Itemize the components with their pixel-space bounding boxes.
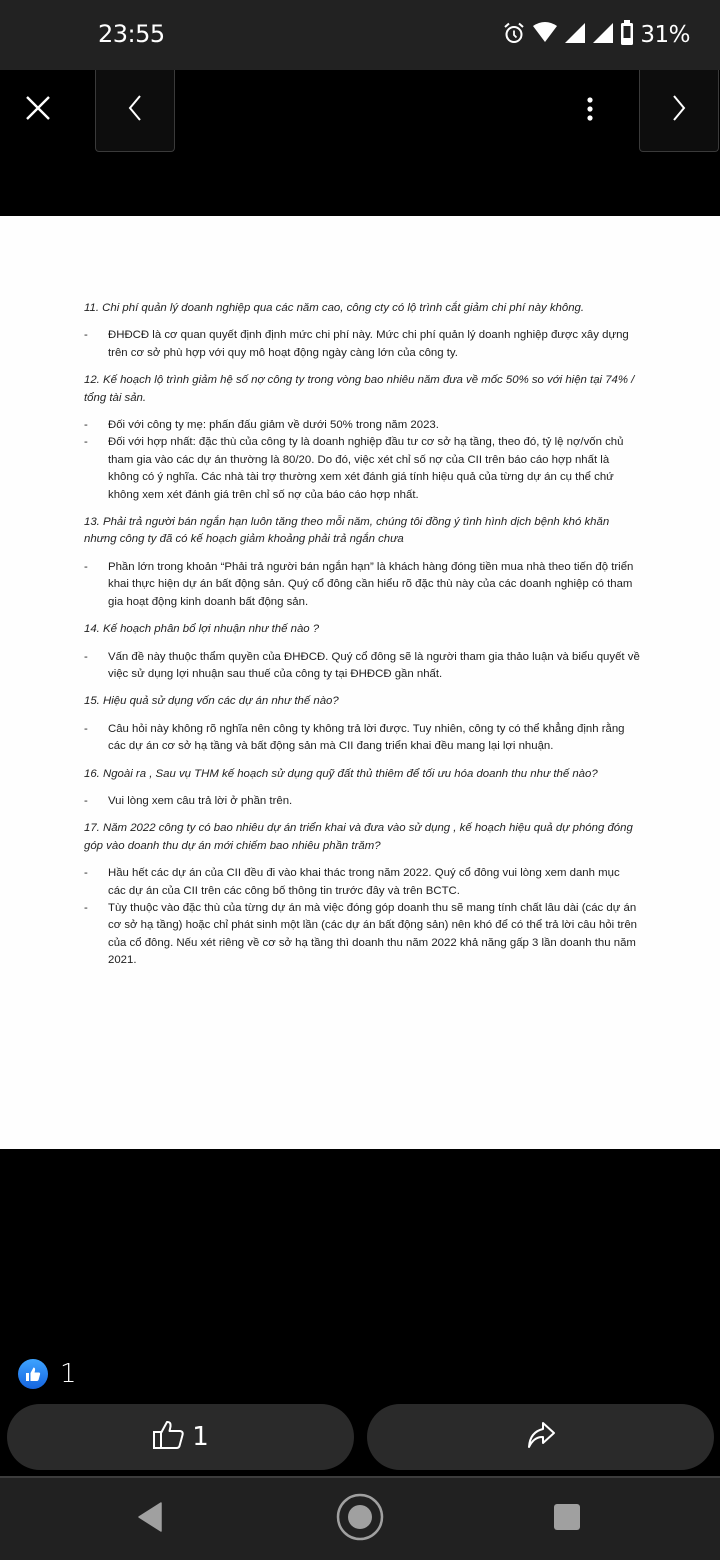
answer-text: Vui lòng xem câu trả lời ở phần trên. bbox=[108, 794, 293, 807]
answer-text: Câu hỏi này không rõ nghĩa nên công ty không trả lời được. Tuy nhiên, công ty có thể khẳng định rằng các dự án cơ sở hạ tầng và bất động sản mà CII đang triển khai đều mang lại lợi nhuận. bbox=[108, 722, 625, 753]
answer-text: Đối với hợp nhất: đặc thù của công ty là doanh nghiệp đầu tư cơ sở hạ tầng, theo đó, tỷ lệ nợ/vốn chủ tham gia vào các dự án thường là 80/20. Do đó, việc xét chỉ số nợ của CII trên báo cáo hợp nhất là không có ý nghĩa. Các nhà tài trợ thường xem xét đánh giá tính hiệu quả của từng dự án cụ thể chứ không xem xét đánh giá trên chỉ số nợ của báo cáo hợp nhất. bbox=[108, 436, 624, 501]
answer-list bbox=[84, 559, 640, 611]
signal-icon bbox=[592, 21, 614, 50]
bullet-dash: - bbox=[84, 867, 88, 880]
answer-list bbox=[84, 327, 640, 362]
battery-icon bbox=[620, 20, 634, 51]
more-options-button[interactable] bbox=[570, 88, 610, 134]
answer-list bbox=[84, 649, 640, 684]
home-circle-icon bbox=[335, 1492, 385, 1547]
recents-square-icon bbox=[553, 1503, 581, 1536]
like-count: 1 bbox=[192, 1422, 209, 1452]
document-image[interactable] bbox=[0, 216, 720, 1149]
share-icon bbox=[525, 1419, 557, 1456]
chevron-left-icon bbox=[127, 94, 143, 127]
answer-item bbox=[84, 649, 640, 684]
bullet-dash: - bbox=[84, 436, 88, 449]
document-question: 12. Kế hoạch lộ trình giảm hệ số nợ công ty trong vòng bao nhiêu năm đưa về mốc 50% so với hiện tại 74% / tổng tài sản. bbox=[84, 374, 635, 404]
document-question: 17. Năm 2022 công ty có bao nhiêu dự án triển khai và đưa vào sử dụng , kế hoạch hiệu quả dự phóng đóng góp vào doanh thu dự án mới chiếm bao nhiêu phần trăm? bbox=[84, 822, 633, 852]
signal-icon bbox=[564, 21, 586, 50]
bullet-dash: - bbox=[84, 560, 88, 573]
answer-text: Vấn đề này thuộc thẩm quyền của ĐHĐCĐ. Quý cổ đông sẽ là người tham gia thảo luận và biểu quyết về việc sử dụng lợi nhuận sau thuế của công ty tại ĐHĐCĐ gần nhất. bbox=[108, 650, 640, 680]
system-nav-bar bbox=[0, 1478, 720, 1560]
answer-list bbox=[84, 793, 640, 810]
bullet-dash: - bbox=[84, 329, 88, 342]
answer-item bbox=[84, 721, 640, 756]
previous-button[interactable] bbox=[95, 70, 175, 152]
more-vertical-icon bbox=[586, 96, 594, 127]
next-button[interactable] bbox=[639, 70, 719, 152]
bullet-dash: - bbox=[84, 650, 88, 663]
answer-text: Hầu hết các dự án của CII đều đi vào khai thác trong năm 2022. Quý cổ đông vui lòng xem danh mục các dự án của CII trên các công bố thông tin trước đây và trên BCTC. bbox=[108, 867, 620, 897]
nav-home-button[interactable] bbox=[324, 1486, 396, 1552]
reactions-summary[interactable] bbox=[18, 1359, 77, 1389]
battery-percentage: 31% bbox=[640, 22, 690, 48]
status-time: 23:55 bbox=[98, 20, 165, 48]
viewer-toolbar bbox=[0, 70, 720, 216]
answer-item bbox=[84, 327, 640, 362]
like-badge-icon bbox=[18, 1359, 48, 1389]
answer-list bbox=[84, 417, 640, 504]
like-button[interactable] bbox=[7, 1404, 354, 1470]
alarm-icon bbox=[502, 21, 526, 50]
bullet-dash: - bbox=[84, 419, 88, 432]
answer-item bbox=[84, 559, 640, 611]
bullet-dash: - bbox=[84, 901, 88, 914]
document-content bbox=[84, 300, 640, 980]
answer-item bbox=[84, 865, 640, 900]
close-button[interactable] bbox=[14, 86, 62, 134]
nav-recents-button[interactable] bbox=[531, 1486, 603, 1552]
nav-back-button[interactable] bbox=[114, 1486, 186, 1552]
document-question: 13. Phải trả người bán ngắn hạn luôn tăng theo mỗi năm, chúng tôi đồng ý tình hình dịch bệnh khó khăn nhưng công ty đã có kế hoạch giảm khoảng phải trả ngắn chưa bbox=[84, 516, 610, 546]
status-bar bbox=[0, 0, 720, 70]
bullet-dash: - bbox=[84, 794, 88, 807]
chevron-right-icon bbox=[671, 94, 687, 127]
document-question: 11. Chi phí quản lý doanh nghiệp qua các năm cao, công cty có lộ trình cắt giảm chi phí này không. bbox=[84, 302, 585, 314]
answer-list bbox=[84, 865, 640, 969]
reaction-count: 1 bbox=[60, 1359, 77, 1389]
close-icon bbox=[24, 94, 52, 127]
answer-item bbox=[84, 900, 640, 970]
answer-text: Đối với công ty mẹ: phấn đấu giảm về dưới 50% trong năm 2023. bbox=[108, 419, 439, 432]
answer-text: ĐHĐCĐ là cơ quan quyết định định mức chi phí này. Mức chi phí quản lý doanh nghiệp được xây dựng trên cơ sở phù hợp với quy mô hoạt động ngày càng lớn của công ty. bbox=[108, 329, 629, 359]
back-triangle-icon bbox=[137, 1502, 163, 1537]
answer-item bbox=[84, 434, 640, 504]
status-icons bbox=[502, 20, 690, 50]
answer-list bbox=[84, 721, 640, 756]
share-button[interactable] bbox=[367, 1404, 714, 1470]
answer-text: Phần lớn trong khoản “Phải trả người bán ngắn hạn” là khách hàng đóng tiền mua nhà theo tiến độ triển khai thực hiện dự án bất động sản. Quý cổ đông cần hiểu rõ đặc thù này của các doanh nghiệp có tham gia hoạt động kinh doanh bất động sản. bbox=[108, 560, 634, 608]
answer-text: Tùy thuộc vào đặc thù của từng dự án mà việc đóng góp doanh thu sẽ mang tính chất lâu dài (các dự án cơ sở hạ tầng) hoặc chỉ phát sinh một lần (các dự án bất động sản) nên khó để có thể trả lời câu hỏi trên của cổ đông. Nếu xét riêng về cơ sở hạ tầng thì doanh thu năm 2022 khả năng gấp 3 lần doanh thu năm 2021. bbox=[108, 901, 637, 967]
document-question: 15. Hiệu quả sử dụng vốn các dự án như thế nào? bbox=[84, 695, 339, 708]
thumbs-up-icon bbox=[152, 1419, 186, 1456]
document-question: 14. Kế hoạch phân bổ lợi nhuận như thế nào ? bbox=[84, 623, 320, 636]
bullet-dash: - bbox=[84, 722, 88, 735]
document-question: 16. Ngoài ra , Sau vụ THM kế hoạch sử dụng quỹ đất thủ thiêm để tối ưu hóa doanh thu như thế nào? bbox=[84, 767, 598, 780]
answer-item bbox=[84, 417, 640, 434]
action-bar bbox=[0, 1404, 720, 1472]
wifi-icon bbox=[532, 21, 558, 50]
answer-item bbox=[84, 793, 640, 810]
